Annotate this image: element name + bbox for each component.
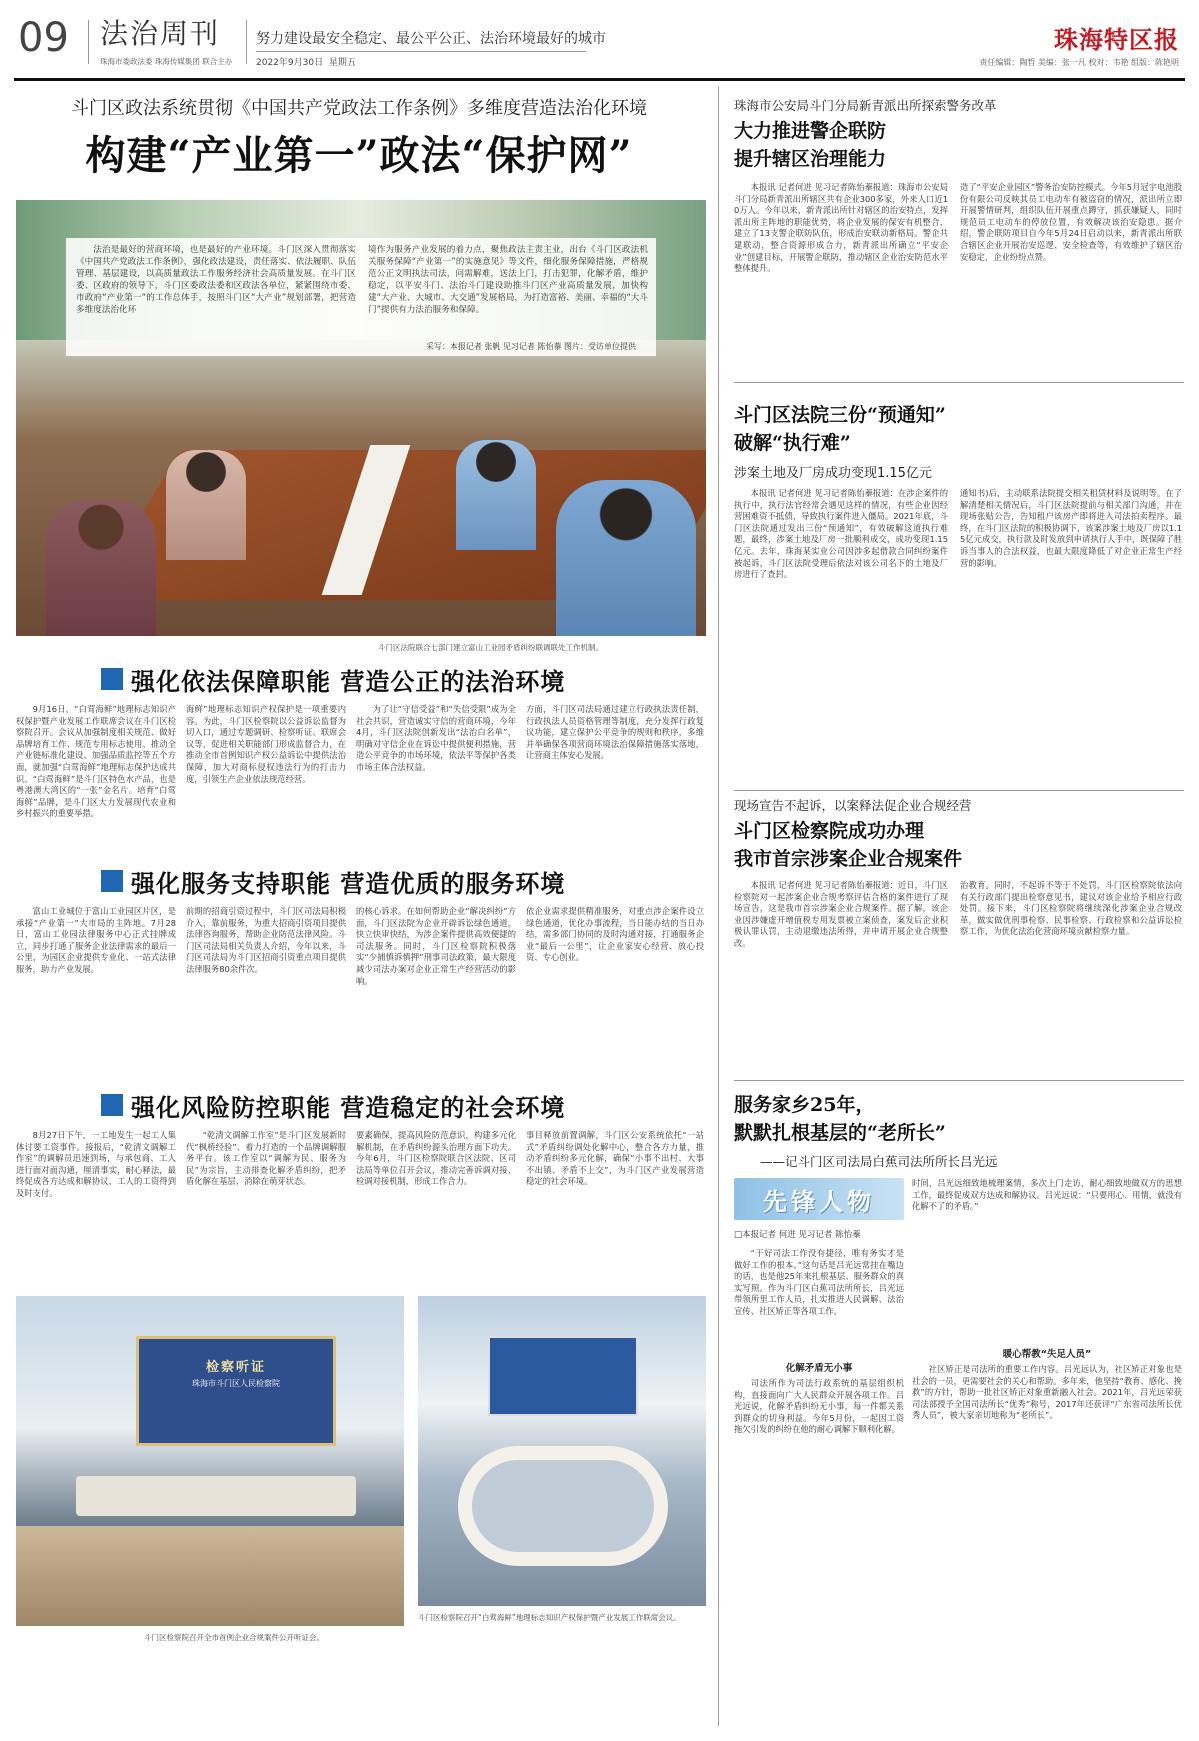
date-text: 2022年9月30日 bbox=[256, 58, 324, 68]
body-column: 8月27日下午，一工地发生一起工人集体讨要工资事件。接报后，“乾清文调解工作室”的调解员迅速到场，与承包商、工人进行面对面沟通，厘清事实，耐心释法，最终促成各方达成和解协议，工人的工资得到及时支付。 bbox=[16, 1130, 176, 1198]
a2-column: 通知书)后，主动联系法院提交相关租赁材料及说明等。在了解清楚相关情况后，斗门区法院提前与相关部门沟通，并在现场张贴公告，告知租户该房产即将进入司法拍卖程序。最终，在斗门区法院的积极协调下，该案涉案土地及厂房以1.15亿元成交，执行款及时发放到申请执行人手中，既保障了胜诉当事人的合法权益，也最大限度降低了对企业正常生产经营的影响。 bbox=[960, 488, 1182, 568]
body-column: 海鲜”地理标志知识产权保护是一项重要内容。为此，斗门区检察院以公益诉讼监督为切入口，通过专题调研、检察听证、联席会议等，促进相关职能部门形成监督合力，在推动全市首例知识产权公益诉讼中提供法治保障，加大对商标侵权违法行为的打击力度，引领生产企业依法规范经营。 bbox=[186, 704, 346, 784]
section-heading bbox=[101, 1090, 691, 1120]
body-column: 要素确保，提高风险防范意识，构建多元化解机制，在矛盾纠纷源头治理方面下功夫。今年6月，斗门区检察院联合区法院、区司法局等单位召开会议，推动完善诉调对接、检调对接机制，形成工作合力。 bbox=[356, 1130, 516, 1187]
lead-photo bbox=[16, 200, 706, 636]
section-heading bbox=[101, 866, 691, 896]
body-column: 9月16日，“白莺海鲜”地理标志知识产权保护暨产业发展工作联席会议在斗门区检察院召开。会议从加强制度相关规范、做好品牌培育工作、规范专用标志使用、推动全产业链标准化建设、加强品质监控等五个方面，就加强“白莺海鲜”地理标志保护达成共识。“白莺海鲜”是斗门区特色水产品，也是粤港澳大湾区的“一张”金名片。培育“白莺海鲜”品牌，是斗门区大力发展现代农业和乡村振兴的重要举措。 bbox=[16, 704, 176, 819]
article-divider bbox=[734, 1080, 1184, 1081]
masthead bbox=[14, 14, 1185, 74]
a1-kicker: 珠海市公安局斗门分局新青派出所探索警务改革 bbox=[734, 98, 997, 113]
header-rule bbox=[14, 78, 1185, 81]
section-title: 强化依法保障职能 营造公正的法治环境 bbox=[131, 666, 566, 696]
pioneer-badge bbox=[734, 1178, 904, 1220]
body-column: “乾清文调解工作室”是斗门区发展新时代“枫桥经验”、着力打造的一个品牌调解服务平台。该工作室以“调解为民、服务为民”为宗旨，主动排查化解矛盾纠纷，把矛盾化解在基层、消除在萌芽状态。 bbox=[186, 1130, 346, 1187]
hearing-sign-sub: 珠海市斗门区人民检察院 bbox=[192, 1379, 280, 1388]
a4-subhead: 化解矛盾无小事 bbox=[785, 1363, 853, 1374]
a2-subheadline: 涉案土地及厂房成功变现1.15亿元 bbox=[734, 466, 932, 481]
photo-person bbox=[556, 480, 696, 636]
editor-credits: 责任编辑：陶哲 美编：张一凡 校对：韦艳 组版：陈艳明 bbox=[979, 58, 1179, 67]
hearing-photo bbox=[16, 1296, 404, 1626]
pioneer-badge-text: 先锋人物 bbox=[763, 1186, 875, 1216]
a1-column: 造了“平安企业园区”警务治安防控模式。今年5月冠宇电池股份有限公司反映其员工电动车有被盗窃的情况，派出所立即开展警情研判，组织队伍开展重点蹲守，抓获嫌疑人，同时规范员工电动车的停放位置，有效解决该治安隐患。据介绍，警企联防项目自今年5月24日启动以来，新青派出所联合辖区企业开展治安巡逻、安全检查等，有效维护了辖区治安稳定，企业纷纷点赞。 bbox=[960, 182, 1182, 262]
meeting-caption bbox=[418, 1612, 706, 1623]
a2-headline-1: 斗门区法院三份“预通知” bbox=[734, 404, 946, 426]
photo-person bbox=[166, 450, 246, 560]
a2-headline-2: 破解“执行难” bbox=[734, 432, 851, 454]
hearing-floor bbox=[16, 1526, 404, 1626]
lead-headline: 构建“产业第一”政法“保护网” bbox=[85, 132, 633, 179]
square-icon bbox=[101, 1094, 123, 1116]
body-column: 前期的招商引资过程中，斗门区司法局积极介入，靠前服务，为重大招商引资项目提供法律咨询服务，帮助企业防范法律风险。斗门区司法局相关负责人介绍，今年以来，斗门区司法局为斗门区招商引资重点项目提供法律服务80余件次。 bbox=[186, 906, 346, 974]
page-number: 09 bbox=[18, 15, 69, 61]
slogan: 努力建设最安全稳定、最公平公正、法治环境最好的城市 bbox=[256, 31, 606, 47]
photo-person bbox=[46, 500, 156, 636]
paper-logo: 珠海特区报 bbox=[1054, 25, 1179, 54]
a4-headline-2: 默默扎根基层的“老所长” bbox=[734, 1122, 946, 1144]
lead-kicker: 斗门区政法系统贯彻《中国共产党政法工作条例》多维度营造法治化环境 bbox=[71, 98, 647, 119]
meeting-caption-text: 斗门区检察院召开“白莺海鲜”地理标志知识产权保护暨产业发展工作联席会议。 bbox=[418, 1613, 681, 1622]
body-column: 为了让“守信受益”和“失信受限”成为全社会共识，营造诚实守信的营商环境，今年4月，斗门区法院创新发出“法治白名单”，明确对守信企业在诉讼中提供便利措施，营造公平竞争的市场环境，依法平等保护各类市场主体合法权益。 bbox=[356, 704, 516, 772]
a1-headline-2: 提升辖区治理能力 bbox=[734, 148, 887, 170]
article-divider bbox=[734, 382, 1184, 383]
meeting-screen bbox=[488, 1336, 638, 1416]
section-title: 法治周刊 bbox=[100, 17, 221, 50]
photo-person bbox=[456, 440, 536, 550]
square-icon bbox=[101, 870, 123, 892]
a4-column: 社区矫正是司法所的重要工作内容。吕光远认为，社区矫正对象也是社会的一员，更需要社会的关心和帮助。多年来，他坚持“教育、感化、挽救”的方针，帮助一批社区矫正对象重新融入社会。2021年，吕光远荣获司法部授予全国司法所长“优秀”称号，2017年还获评“广东省司法所长优秀人员”，被大家亲切地称为“老所长”。 bbox=[912, 1364, 1182, 1421]
a1-column: 本报讯 记者何进 见习记者陈怡蓁报道：珠海市公安局斗门分局新青派出所辖区共有企业300多家，外来人口近10万人。今年以来，新青派出所针对辖区的治安特点，发挥派出所主阵地的职能优势，将企业发展的保安有机整合，建立了13支警企联防队伍，形成治安联动新格局。警企共建联动，整合资源形成合力，新青派出所确立“平安企业”创建目标，开展警企联防，推动辖区企业治安防范水平整体提升。 bbox=[734, 182, 948, 274]
intro-text-left: 法治是最好的营商环境，也是最好的产业环境。斗门区深入贯彻落实《中国共产党政法工作条例》，强化政法建设，责任落实、依法履职、队伍管理、基层建设，以高质量政法工作服务经济社会高质量发展。在斗门区委、区政府的领导下，斗门区委政法委和区政法各单位，紧紧围绕市委、市政府“产业第一”的工作总体手，按照斗门区“大产业”规划部署，把营造多维度法治化环 bbox=[76, 245, 356, 315]
a4-subhead: 暖心帮教“失足人员” bbox=[1002, 1349, 1092, 1360]
section-title: 强化服务支持职能 营造优质的服务环境 bbox=[131, 868, 566, 898]
hearing-caption: 斗门区检察院召开全市首例企业合规案件公开听证会。 bbox=[144, 1633, 324, 1642]
square-icon bbox=[101, 668, 123, 690]
a2-column: 本报讯 记者何进 见习记者陈怡蓁报道：在涉企案件的执行中，执行法官经常会遇见这样的情况，有些企业因经营困难资不抵债，导致执行案件进入僵局。2021年底，斗门区法院通过发出三份“预通知”，有效破解这道执行难题，最终，涉案土地及厂房一批顺利成交，成功变现1.15亿元。去年，珠海某实业公司因涉多起借款合同纠纷案件被起诉，斗门区法院受理后依法对该公司名下的土地及厂房进行了查封。 bbox=[734, 488, 948, 580]
a4-headline-1: 服务家乡25年， bbox=[734, 1094, 875, 1116]
body-column: 事目释放前置调解，斗门区公安系统依托“一站式”矛盾纠纷调处化解中心，整合各方力量，推动矛盾纠纷多元化解，确保“小事不出村、大事不出镇、矛盾不上交”，为斗门区产业发展营造稳定的社会环境。 bbox=[526, 1130, 704, 1187]
meeting-table bbox=[458, 1446, 668, 1566]
a4-column: 司法所作为司法行政系统的基层组织机构，直接面向广大人民群众开展各项工作。吕光远说，化解矛盾纠纷无小事，每一件都关系到群众的切身利益。今年5月份，一起因工资拖欠引发的纠纷在他的耐心调解下顺利化解。 bbox=[734, 1378, 904, 1435]
section-heading bbox=[101, 664, 691, 694]
weekday: 星期五 bbox=[328, 58, 356, 68]
a3-column: 本报讯 记者何进 见习记者陈怡蓁报道：近日，斗门区检察院对一起涉案企业合规考察评估合格的案件进行了现场宣告，这是我市首宗涉案企业合规案件。据了解，该企业因涉嫌虚开增值税专用发票被立案侦查，案发后企业积极认罪认罚，主动退缴违法所得，并申请开展企业合规整改。 bbox=[734, 880, 948, 948]
a4-column: 时间，吕光远细致地梳理案情，多次上门走访，耐心细致地做双方的思想工作，最终促成双方达成和解协议。吕光远说：“只要用心、用情，就没有化解不了的矛盾。” bbox=[912, 1178, 1182, 1212]
a3-headline-2: 我市首宗涉案企业合规案件 bbox=[734, 848, 963, 870]
a3-column: 治教育。同时，不起诉不等于不处罚，斗门区检察院依法向有关行政部门提出检察意见书，建议对该企业给予相应行政处罚。接下来，斗门区检察院将继续深化涉案企业合规改革，做实做优刑事检察、民事检察、行政检察和公益诉讼检察工作，为优化法治化营商环境贡献检察力量。 bbox=[960, 880, 1182, 937]
body-column: 的核心诉求。在如何帮助企业“解决纠纷”方面，斗门区法院为企业开辟诉讼绿色通道，快立快审快结，为涉企案件提供高效便捷的司法服务。同时，斗门区检察院积极落实“少捕慎诉慎押”刑事司法政策，最大限度减少司法办案对企业正常生产经营活动的影响。 bbox=[356, 906, 516, 986]
lead-byline: 采写：本报记者 张帆 见习记者 陈怡蓁 图片：受访单位提供 bbox=[425, 342, 636, 351]
article-divider bbox=[734, 790, 1184, 791]
a4-byline: □本报记者 何进 见习记者 陈怡蓁 bbox=[734, 1230, 861, 1240]
a4-subheadline: ——记斗门区司法局白蕉司法所所长吕光远 bbox=[760, 1154, 998, 1169]
sponsors: 珠海市委政法委 珠海传媒集团 联合主办 bbox=[100, 57, 233, 66]
intro-box bbox=[66, 238, 656, 356]
hearing-backdrop bbox=[136, 1336, 336, 1446]
body-column: 富山工业城位于富山工业园区片区，是承接“产业第一”大市局的主阵地。7月28日，富山工业园法律服务中心正式挂牌成立，同步打通了服务企业法律需求的最后一公里，为园区企业提供专业化、一站式法律服务，助力产业发展。 bbox=[16, 906, 176, 974]
section-title: 强化风险防控职能 营造稳定的社会环境 bbox=[131, 1092, 566, 1122]
body-column: 方面，斗门区司法局通过建立行政执法责任制，行政执法人员资格管理等制度，充分发挥行政复议功能，建立保护公平竞争的规则和秩序，多维并举确保各项营商环境法治保障措施落实落地，让营商主体安心发展。 bbox=[526, 704, 704, 761]
a4-column: “干好司法工作没有捷径，唯有务实才是做好工作的根本。”这句话是吕光远常挂在嘴边的话，也是他25年来扎根基层、服务群众的真实写照。作为斗门区白蕉司法所所长，吕光远带领所里工作人员，扎实推进人民调解、法治宣传、社区矫正等各项工作。 bbox=[734, 1248, 904, 1316]
a3-headline-1: 斗门区检察院成功办理 bbox=[734, 820, 925, 842]
a1-headline-1: 大力推进警企联防 bbox=[734, 120, 887, 142]
meeting-photo bbox=[418, 1296, 706, 1606]
hearing-table bbox=[76, 1476, 356, 1516]
body-column: 依企业需求提供精准服务，对重点涉企案件设立绿色通道，优化办事流程，当日能办结的当日办结，需多部门协同的及时沟通对接，打通服务企业“最后一公里”，让企业家安心经营、放心投资、专心创业。 bbox=[526, 906, 704, 963]
lead-photo-caption: 斗门区法院联合七部门建立富山工业园矛盾纠纷联调联处工作机制。 bbox=[378, 643, 603, 652]
a3-kicker: 现场宣告不起诉，以案释法促企业合规经营 bbox=[734, 798, 972, 813]
hearing-sign: 检察听证 bbox=[205, 1360, 266, 1375]
date bbox=[256, 55, 356, 68]
column-divider bbox=[718, 86, 719, 1726]
intro-text-right: 境作为服务产业发展的着力点，聚焦政法主责主业，出台《斗门区政法机关服务保障“产业第一”的实施意见》等文件，细化服务保障措施，严格规范公正文明执法司法，问需解难，送法上门，打击犯罪，化解矛盾，维护稳定，以平安斗门、法治斗门建设助推斗门区产业高质量发展，加快构建“大产业、大城市、大交通”发展格局，为打造富裕、美丽、幸福的“大斗门”提供有力法治服务和保障。 bbox=[368, 245, 648, 315]
